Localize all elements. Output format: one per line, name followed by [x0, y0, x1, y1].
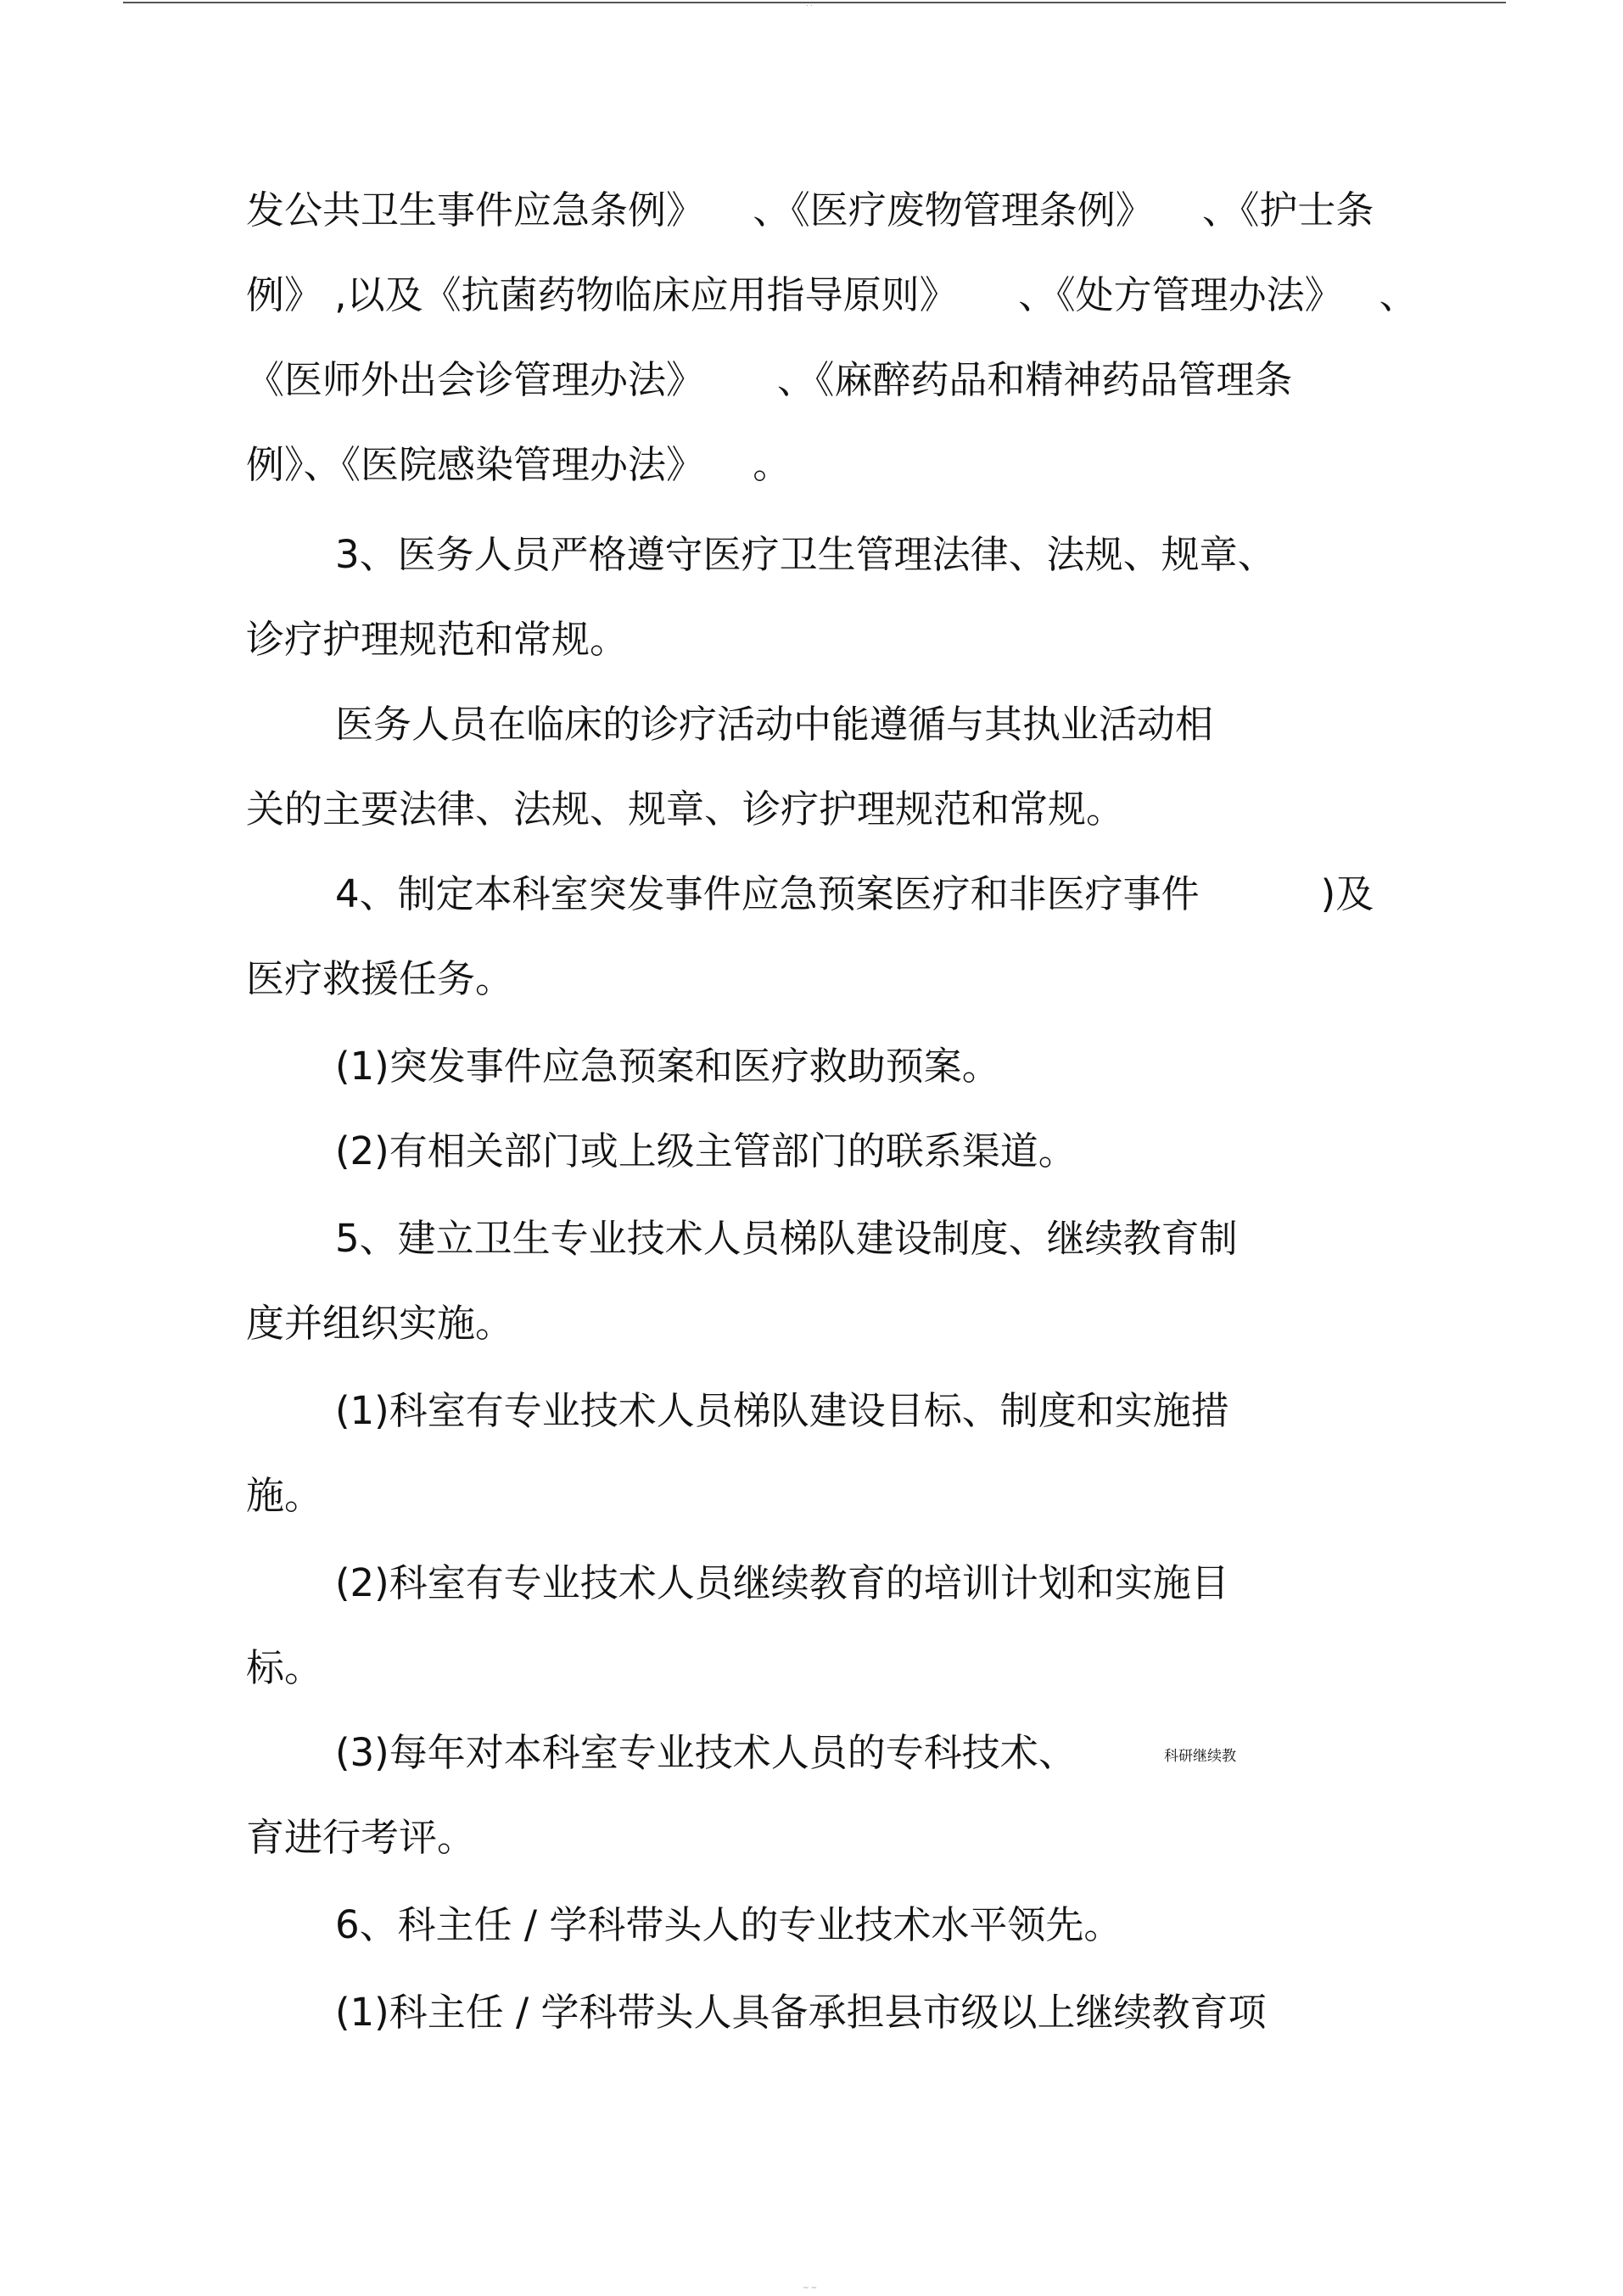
text-line: 施。	[246, 1473, 323, 1518]
text-line: 医务人员在临床的诊疗活动中能遵循与其执业活动相	[335, 702, 1214, 747]
inline-small-note: 科研继续教	[1164, 1748, 1236, 1765]
text-line: (1)科主任 / 学科带头人具备承担县市级以上继续教育项	[335, 1990, 1267, 2035]
text-line: 例》 ,以及《抗菌药物临床应用指导原则》 、《处方管理办法》 、	[246, 272, 1418, 317]
text-line: 6、科主任 / 学科带头人的专业技术水平领先。	[335, 1902, 1122, 1947]
text-line: 医疗救援任务。	[246, 956, 514, 1001]
text-line: 4、制定本科室突发事件应急预案医疗和非医疗事件 )及	[335, 871, 1374, 916]
text-line: (1)突发事件应急预案和医疗救助预案。	[335, 1044, 1000, 1089]
text-line: 例》、《医院感染管理办法》 。	[246, 442, 792, 487]
text-line: 标。	[246, 1645, 323, 1690]
text-line: (1)科室有专业技术人员梯队建设目标、制度和实施措	[335, 1388, 1229, 1433]
text-line: (3)每年对本科室专业技术人员的专科技术、	[335, 1730, 1077, 1775]
text-line: 5、建立卫生专业技术人员梯队建设制度、继续教育制	[335, 1216, 1238, 1261]
header-rule	[123, 2, 1506, 3]
text-line: 发公共卫生事件应急条例》 、《医疗废物管理条例》 、《护士条	[246, 188, 1374, 232]
header-mark: ..	[806, 0, 814, 8]
text-line: 《医师外出会诊管理办法》 、《麻醉药品和精神药品管理条	[246, 357, 1293, 402]
text-line: (2)有相关部门或上级主管部门的联系渠道。	[335, 1128, 1077, 1173]
text-line: (2)科室有专业技术人员继续教育的培训计划和实施目	[335, 1560, 1229, 1605]
text-line: 诊疗护理规范和常规。	[246, 617, 629, 662]
footer-mark: ~~	[803, 2284, 820, 2293]
text-line: 育进行考评。	[246, 1815, 476, 1860]
text-line: 关的主要法律、法规、规章、诊疗护理规范和常规。	[246, 787, 1125, 832]
text-line: 3、医务人员严格遵守医疗卫生管理法律、法规、规章、	[335, 532, 1276, 577]
text-line: 度并组织实施。	[246, 1301, 514, 1346]
